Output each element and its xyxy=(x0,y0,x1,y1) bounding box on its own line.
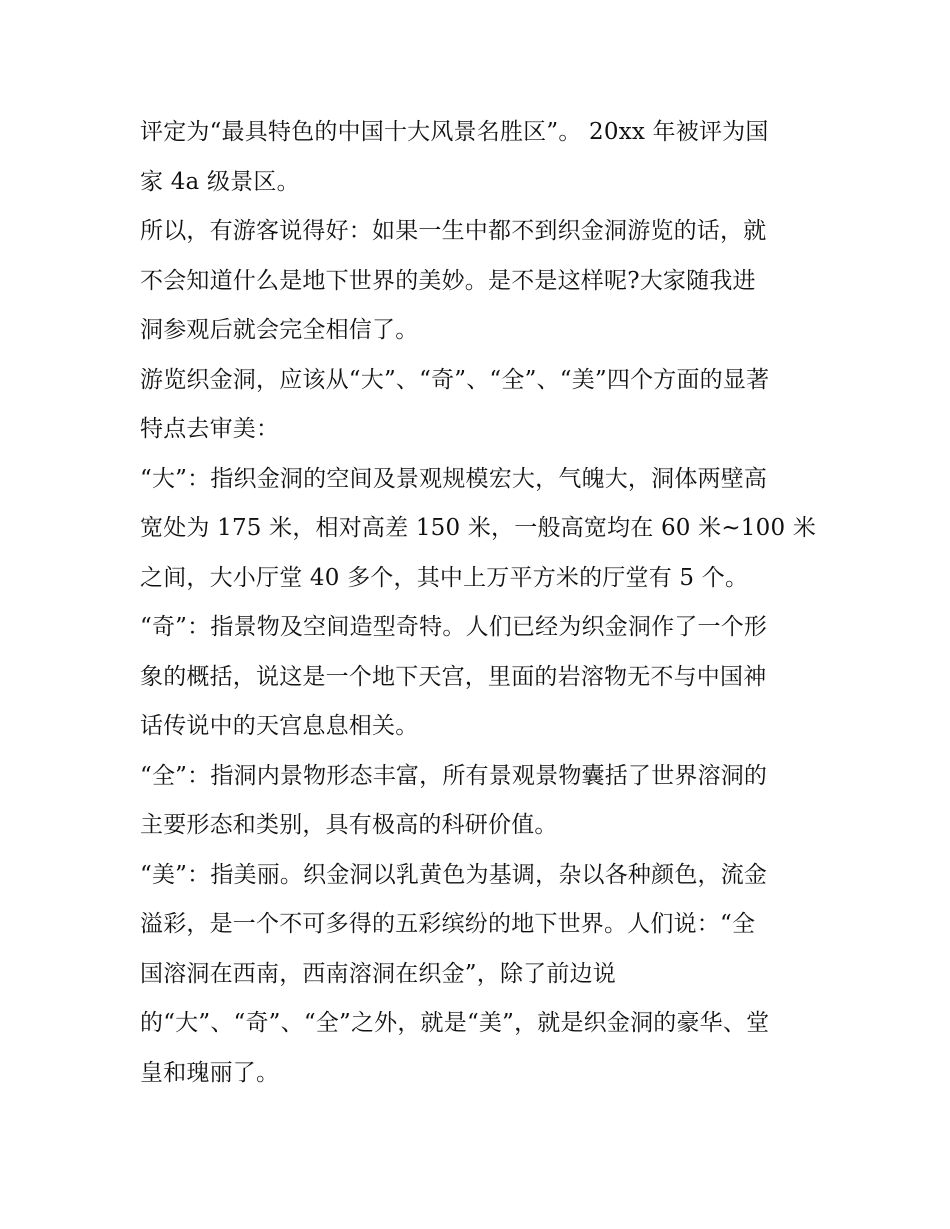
text-line: 洞参观后就会完全相信了。 xyxy=(140,317,419,343)
text-line: 溢彩，是一个不可多得的五彩缤纷的地下世界。人们说：“全 xyxy=(140,911,756,937)
text-line: 不会知道什么是地下世界的美妙。是不是这样呢?大家随我进 xyxy=(140,267,756,294)
text-line: “大”：指织金洞的空间及景观规模宏大，气魄大，洞体两壁高 xyxy=(140,465,768,492)
text-line: 之间，大小厅堂 40 多个，其中上万平方米的厅堂有 5 个。 xyxy=(140,564,749,591)
text-line: “全”：指洞内景物形态丰富，所有景观景物囊括了世界溶洞的 xyxy=(140,762,768,789)
text-line: 宽处为 175 米，相对高差 150 米，一般高宽均在 60 米~100 米 xyxy=(140,515,817,541)
text-line: “美”：指美丽。织金洞以乳黄色为基调，杂以各种颜色，流金 xyxy=(140,861,768,888)
text-line: 特点去审美： xyxy=(140,416,280,442)
text-line: 评定为“最具特色的中国十大风景名胜区”。 20xx 年被评为国 xyxy=(140,119,769,145)
text-line: 话传说中的天宫息息相关。 xyxy=(140,713,419,739)
text-line: 所以，有游客说得好：如果一生中都不到织金洞游览的话，就 xyxy=(140,218,767,244)
text-line: 家 4a 级景区。 xyxy=(140,168,300,195)
text-line: 皇和瑰丽了。 xyxy=(140,1059,280,1086)
text-line: 象的概括，说这是一个地下天宫，里面的岩溶物无不与中国神 xyxy=(140,663,767,690)
text-line: “奇”：指景物及空间造型奇特。人们已经为织金洞作了一个形 xyxy=(140,614,768,640)
text-line: 主要形态和类别，具有极高的科研价值。 xyxy=(140,812,558,838)
document-body xyxy=(140,108,820,1098)
text-line: 国溶洞在西南，西南溶洞在织金”，除了前边说 xyxy=(140,960,616,987)
text-line: 游览织金洞，应该从“大”、“奇”、“全”、“美”四个方面的显著 xyxy=(140,366,770,393)
text-line: 的“大”、“奇”、“全”之外，就是“美”，就是织金洞的豪华、堂 xyxy=(140,1010,770,1036)
